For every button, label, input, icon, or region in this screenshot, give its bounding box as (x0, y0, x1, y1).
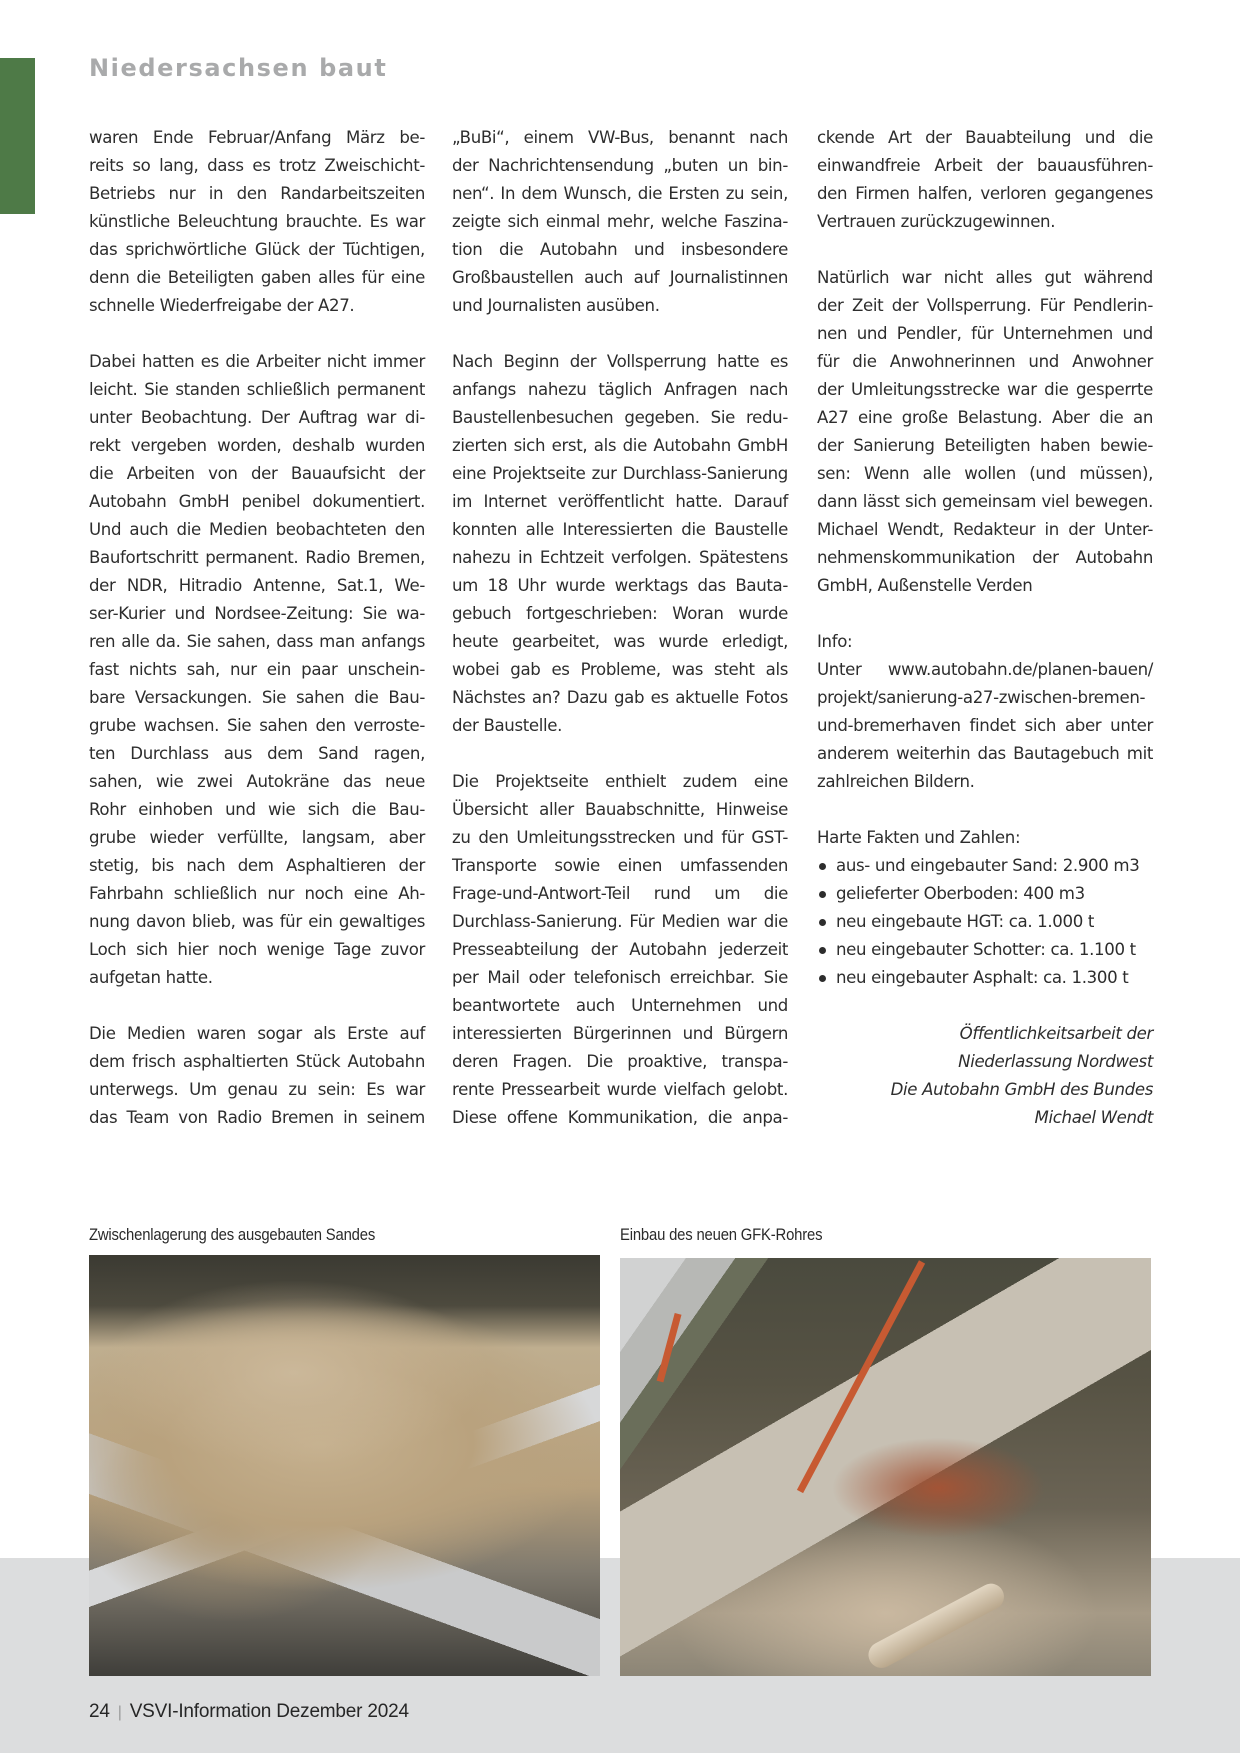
text-line: nahezu in Echtzeit verfolgen. Spätestens (452, 548, 788, 567)
text-line: Und auch die Medien beobachteten den (89, 520, 425, 539)
text-line: Vertrauen zurückzugewinnen. (817, 212, 1056, 231)
text-line: Betriebs nur in den Randarbeitszeiten (89, 184, 425, 203)
text-line: wobei gab es Probleme, was steht als (452, 660, 788, 679)
text-line: zierten sich erst, als die Autobahn GmbH (452, 436, 788, 455)
text-line: grube wieder verfüllte, langsam, aber (89, 828, 425, 847)
facts-list-item: gelieferter Oberboden: 400 m3 (817, 880, 1153, 908)
text-line: gebuch fortgeschrieben: Woran wurde (452, 604, 788, 623)
text-line: Dabei hatten es die Arbeiter nicht immer (89, 352, 425, 371)
text-line: Großbaustellen auch auf Journalistinnen (452, 268, 788, 287)
text-line: Loch sich hier noch wenige Tage zuvor (89, 940, 425, 959)
text-line: anderem weiterhin das Bautagebuch mit (817, 744, 1153, 763)
photo-sand-pile (89, 1255, 600, 1676)
text-line: im Internet veröffentlicht hatte. Darauf (452, 492, 788, 511)
text-line: Durchlass-Sanierung. Für Medien war die (452, 912, 788, 931)
text-line: Natürlich war nicht alles gut während (817, 268, 1153, 287)
text-line: heute gearbeitet, was wurde erledigt, (452, 632, 788, 651)
paragraph (89, 348, 425, 992)
text-line: unterwegs. Um genau zu sein: Es war (89, 1080, 425, 1099)
text-line: der Baustelle. (452, 716, 563, 735)
paragraph (89, 124, 425, 320)
text-line: und-bremerhaven findet sich aber unter (817, 716, 1153, 735)
text-line: der NDR, Hitradio Antenne, Sat.1, We- (89, 576, 425, 595)
text-line: fast nichts sah, nur ein paar unschein- (89, 660, 425, 679)
text-line: zahlreichen Bildern. (817, 772, 975, 791)
text-line: ckende Art der Bauabteilung und die (817, 128, 1153, 147)
gfk-pipe-shape (864, 1579, 1009, 1672)
text-line: projekt/sanierung-a27-zwischen-bremen- (817, 688, 1146, 707)
text-line: nehmenskommunikation der Autobahn (817, 548, 1153, 567)
text-column-2 (452, 124, 788, 1132)
section-title: Niedersachsen baut (89, 54, 388, 82)
text-line: nen“. In dem Wunsch, die Ersten zu sein, (452, 184, 788, 203)
text-line: ten Durchlass aus dem Sand ragen, (89, 744, 425, 763)
text-line: nung davon blieb, was für ein gewaltiges (89, 912, 425, 931)
page-footer (89, 1701, 409, 1723)
text-line: rekt vergeben worden, deshalb wurden (89, 436, 425, 455)
text-line: der Sanierung Beteiligten haben bewie- (817, 436, 1153, 455)
paragraph (817, 264, 1153, 600)
paragraph (452, 768, 788, 1132)
text-line: ren alle da. Sie sahen, dass man anfangs (89, 632, 425, 651)
paragraph (89, 1020, 425, 1132)
crane-boom-shape (657, 1313, 682, 1382)
text-line: beantwortete auch Unternehmen und (452, 996, 788, 1015)
text-line: zu den Umleitungsstrecken und für GST- (452, 828, 788, 847)
text-line: die Arbeiten von der Bauaufsicht der (89, 464, 425, 483)
text-line: dem frisch asphaltierten Stück Autobahn (89, 1052, 425, 1071)
crane-boom-shape (797, 1260, 925, 1493)
text-line: für die Anwohnerinnen und Anwohner (817, 352, 1153, 371)
text-line: Baustellenbesuchen gegeben. Sie redu- (452, 408, 788, 427)
text-line: leicht. Sie standen schließlich permanent (89, 380, 425, 399)
text-line: denn die Beteiligten gaben alles für eine (89, 268, 425, 287)
text-line: Nach Beginn der Vollsperrung hatte es (452, 352, 788, 371)
text-line: rente Pressearbeit wurde vielfach gelobt. (452, 1080, 788, 1099)
text-line: bare Versackungen. Sie sahen die Bau- (89, 688, 425, 707)
info-text (817, 656, 1153, 796)
text-line: einwandfreie Arbeit der bauausführen- (817, 156, 1153, 175)
text-line: deren Fragen. Die proaktive, transpa- (452, 1052, 788, 1071)
text-line: das Team von Radio Bremen in seinem (89, 1108, 425, 1127)
text-line: interessierten Bürgerinnen und Bürgern (452, 1024, 788, 1043)
text-line: aufgetan hatte. (89, 968, 213, 987)
paragraph (452, 348, 788, 740)
text-line: stetig, bis nach dem Asphaltieren der (89, 856, 425, 875)
text-line: Autobahn GmbH penibel dokumentiert. (89, 492, 425, 511)
paragraph (452, 124, 788, 320)
text-line: zeigte sich einmal mehr, welche Faszina- (452, 212, 788, 231)
publication-name: VSVI-Information Dezember 2024 (129, 1701, 409, 1722)
text-line: Diese offene Kommunikation, die anpa- (452, 1108, 788, 1127)
text-line: anfangs nahezu täglich Anfragen nach (452, 380, 788, 399)
signature-line: Öffentlichkeitsarbeit der (959, 1024, 1153, 1043)
signature-line: Michael Wendt (1034, 1108, 1153, 1127)
text-column-3 (817, 124, 1153, 1132)
info-box (817, 628, 1153, 796)
text-line: der Umleitungsstrecke war die gesperrte (817, 380, 1153, 399)
text-line: Rohr einhoben und wie sich die Bau- (89, 800, 425, 819)
text-line: sen: Wenn alle wollen (und müssen), (817, 464, 1153, 483)
text-line: der Zeit der Vollsperrung. Für Pendlerin- (817, 296, 1153, 315)
page-number: 24 (89, 1701, 110, 1722)
text-line: „BuBi“, einem VW-Bus, benannt nach (452, 128, 788, 147)
text-line: Presseabteilung der Autobahn jederzeit (452, 940, 788, 959)
text-line: tion die Autobahn und insbesondere (452, 240, 788, 259)
text-line: per Mail oder telefonisch erreichbar. Sie (452, 968, 788, 987)
text-line: grube wachsen. Sie sahen den verroste- (89, 716, 425, 735)
text-line: schnelle Wiederfreigabe der A27. (89, 296, 355, 315)
text-line: um 18 Uhr wurde werktags das Bauta- (452, 576, 788, 595)
facts-box (817, 824, 1153, 992)
info-heading: Info: (817, 632, 853, 651)
text-line: eine Projektseite zur Durchlass-Sanierung (452, 464, 788, 483)
text-line: Frage-und-Antwort-Teil rund um die (452, 884, 788, 903)
author-signature (817, 1020, 1153, 1132)
text-line: reits so lang, dass es trotz Zweischicht- (89, 156, 425, 175)
text-line: Übersicht aller Bauabschnitte, Hinweise (452, 800, 788, 819)
text-line: dann lässt sich gemeinsam viel bewegen. (817, 492, 1153, 511)
signature-line: Niederlassung Nordwest (958, 1052, 1153, 1071)
text-line: Die Projektseite enthielt zudem eine (452, 772, 788, 791)
text-line: Transporte sowie einen umfassenden (452, 856, 788, 875)
text-line: A27 eine große Belastung. Aber die an (817, 408, 1153, 427)
facts-list-item: aus- und eingebauter Sand: 2.900 m3 (817, 852, 1153, 880)
paragraph (817, 124, 1153, 236)
text-line: das sprichwörtliche Glück der Tüchtigen, (89, 240, 425, 259)
text-line: sahen, wie zwei Autokräne das neue (89, 772, 425, 791)
figure-caption-pipe: Einbau des neuen GFK-Rohres (620, 1226, 823, 1244)
text-line: unter Beobachtung. Der Auftrag war di- (89, 408, 425, 427)
facts-list (817, 852, 1153, 992)
figure-caption-sand: Zwischenlagerung des ausgebauten Sandes (89, 1226, 376, 1244)
text-line: GmbH, Außenstelle Verden (817, 576, 1033, 595)
text-line: waren Ende Februar/Anfang März be- (89, 128, 425, 147)
section-accent-bar (0, 58, 35, 214)
photo-crane-pipe-installation (620, 1258, 1151, 1676)
facts-list-item: neu eingebaute HGT: ca. 1.000 t (817, 908, 1153, 936)
text-line: den Firmen halfen, verloren gegangenes (817, 184, 1153, 203)
facts-list-item: neu eingebauter Schotter: ca. 1.100 t (817, 936, 1153, 964)
text-column-1 (89, 124, 425, 1132)
text-line: konnten alle Interessierten die Baustelle (452, 520, 788, 539)
text-line: Michael Wendt, Redakteur in der Unter- (817, 520, 1153, 539)
signature-line: Die Autobahn GmbH des Bundes (890, 1080, 1153, 1099)
text-line: ser-Kurier und Nordsee-Zeitung: Sie wa- (89, 604, 425, 623)
facts-list-item: neu eingebauter Asphalt: ca. 1.300 t (817, 964, 1153, 992)
text-line: Fahrbahn schließlich nur noch eine Ah- (89, 884, 425, 903)
text-line: Nächstes an? Dazu gab es aktuelle Fotos (452, 688, 788, 707)
text-line: nen und Pendler, für Unternehmen und (817, 324, 1153, 343)
text-line: Baufortschritt permanent. Radio Bremen, (89, 548, 425, 567)
text-line: und Journalisten ausüben. (452, 296, 660, 315)
facts-heading: Harte Fakten und Zahlen: (817, 828, 1021, 847)
footer-separator: | (117, 1704, 122, 1721)
text-line: Unter www.autobahn.de/planen-bauen/ (817, 660, 1153, 679)
text-line: künstliche Beleuchtung brauchte. Es war (89, 212, 425, 231)
text-line: der Nachrichtensendung „buten un bin- (452, 156, 788, 175)
text-line: Die Medien waren sogar als Erste auf (89, 1024, 425, 1043)
